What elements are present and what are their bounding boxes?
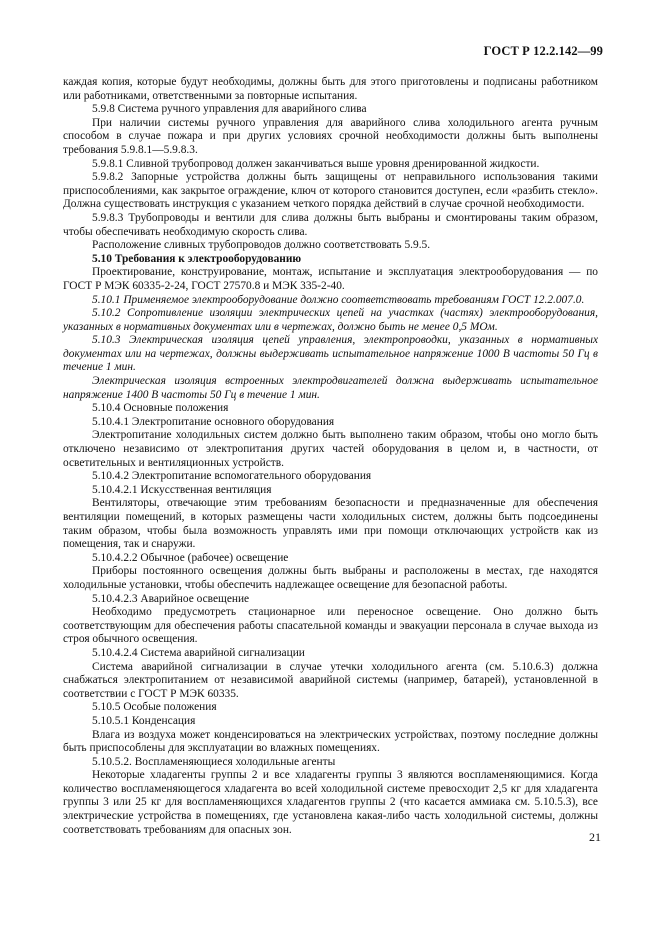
- paragraph: 5.9.8.3 Трубопроводы и вентили для слива должны быть выбраны и смонтированы таким образом, чтобы обеспечивать необходимую скорость слива.: [63, 211, 598, 238]
- paragraph: 5.10.4.2 Электропитание вспомогательного оборудования: [92, 470, 372, 483]
- paragraph: Влага из воздуха может конденсироваться на электрических устройствах, поэтому последние должны быть приспособлены для эксплуатации во влажных помещениях.: [63, 728, 598, 755]
- paragraph: 5.9.8 Система ручного управления для аварийного слива: [92, 103, 367, 116]
- paragraph: 5.10.3 Электрическая изоляция цепей управления, электропроводки, указанных в нормативных документах или на чертежах, должны выдерживать испытательное напряжение 1000 В частоты 50 Гц в течение 1 мин.: [63, 334, 598, 374]
- paragraph: Система аварийной сигнализации в случае утечки холодильного агента (см. 5.10.6.3) должна снабжаться электропитанием от независимой аварийной системы (например, батарей), установленной в соответствии с ГОСТ Р МЭК 60335.: [63, 660, 598, 700]
- paragraph: Необходимо предусмотреть стационарное или переносное освещение. Оно должно быть соответствующим для обеспечения работы спасательной команды и эвакуации персонала в случае выхода из строя обычного освещения.: [63, 606, 598, 646]
- document-code-header: ГОСТ Р 12.2.142—99: [483, 44, 603, 58]
- paragraph: Некоторые хладагенты группы 2 и все хладагенты группы 3 являются воспламеняющимися. Когда количество воспламеняющегося хладагента во всей холодильной системе превосходит 2,5 кг для хладагента группы 3 или 25 кг для воспламеняющихся хладагентов группы 2 (что касается аммиака см. 5.10.5.3), все электрические устройства в помещениях, где установлена какая-либо часть холодильной системы, должны соответствовать требованиям для опасных зон.: [63, 769, 598, 836]
- page-number: 21: [589, 830, 601, 844]
- paragraph: 5.10.2 Сопротивление изоляции электрических цепей на участках (частях) электрооборудования, указанных в нормативных документах или в чертежах, должно быть не менее 0,5 МОм.: [63, 307, 598, 333]
- section-heading: 5.10 Требования к электрооборудованию: [92, 252, 302, 265]
- paragraph: Приборы постоянного освещения должны быть выбраны и расположены в местах, где находятся холодильные установки, чтобы обеспечить надлежащее освещение для безопасной работы.: [63, 565, 598, 591]
- paragraph: 5.10.4 Основные положения: [92, 402, 229, 415]
- paragraph: 5.10.5.2. Воспламеняющиеся холодильные агенты: [92, 755, 336, 768]
- paragraph: Расположение сливных трубопроводов должно соответствовать 5.9.5.: [92, 239, 431, 252]
- paragraph: 5.9.8.2 Запорные устройства должны быть защищены от неправильного использования такими приспособлениями, как закрытое ограждение, ключ от которого становится доступен, если «разбить стекло». Должна существовать инструкция с указанием четкого порядка действий в случае срочной необходимости.: [63, 171, 598, 211]
- paragraph: Вентиляторы, отвечающие этим требованиям безопасности и предназначенные для обеспечения вентиляции помещений, в которых размещены части холодильных систем, должны быть подсоединены таким образом, чтобы была возможность управлять ими при помощи отключающих устройств как из помещения, так и снаружи.: [63, 497, 598, 551]
- paragraph: каждая копия, которые будут необходимы, должны быть для этого приготовлены и подписаны работником или работниками, ответственными за повторные испытания.: [63, 76, 598, 102]
- paragraph: Электрическая изоляция встроенных электродвигателей должна выдерживать испытательное напряжение 1400 В частоты 50 Гц в течение 1 мин.: [63, 375, 598, 401]
- paragraph: При наличии системы ручного управления для аварийного слива холодильного агента ручным способом в случае пожара и при других условиях срочной необходимости должны быть выполнены требования 5.9.8.1—5.9.8.3.: [63, 116, 598, 156]
- paragraph: Проектирование, конструирование, монтаж, испытание и эксплуатация электрооборудования — по ГОСТ Р МЭК 60335-2-24, ГОСТ 27570.8 и МЭК 335-2-40.: [63, 266, 598, 292]
- paragraph: 5.10.5 Особые положения: [92, 701, 217, 714]
- paragraph: 5.10.4.1 Электропитание основного оборудования: [92, 415, 335, 428]
- paragraph: 5.10.4.2.4 Система аварийной сигнализации: [92, 646, 305, 659]
- paragraph: 5.10.1 Применяемое электрооборудование должно соответствовать требованиям ГОСТ 12.2.007.0.: [92, 293, 585, 306]
- paragraph: Электропитание холодильных систем должно быть выполнено таким образом, чтобы оно могло быть отключено независимо от электропитания других частей оборудования в целом и, в частности, от осветительных и вентиляционных устройств.: [63, 429, 598, 469]
- paragraph: 5.9.8.1 Сливной трубопровод должен заканчиваться выше уровня дренированной жидкости.: [92, 157, 540, 170]
- paragraph: 5.10.4.2.1 Искусственная вентиляция: [92, 483, 272, 496]
- paragraph: 5.10.4.2.2 Обычное (рабочее) освещение: [92, 551, 289, 564]
- page-body: [63, 76, 598, 837]
- paragraph: 5.10.5.1 Конденсация: [92, 714, 196, 727]
- paragraph: 5.10.4.2.3 Аварийное освещение: [92, 592, 250, 605]
